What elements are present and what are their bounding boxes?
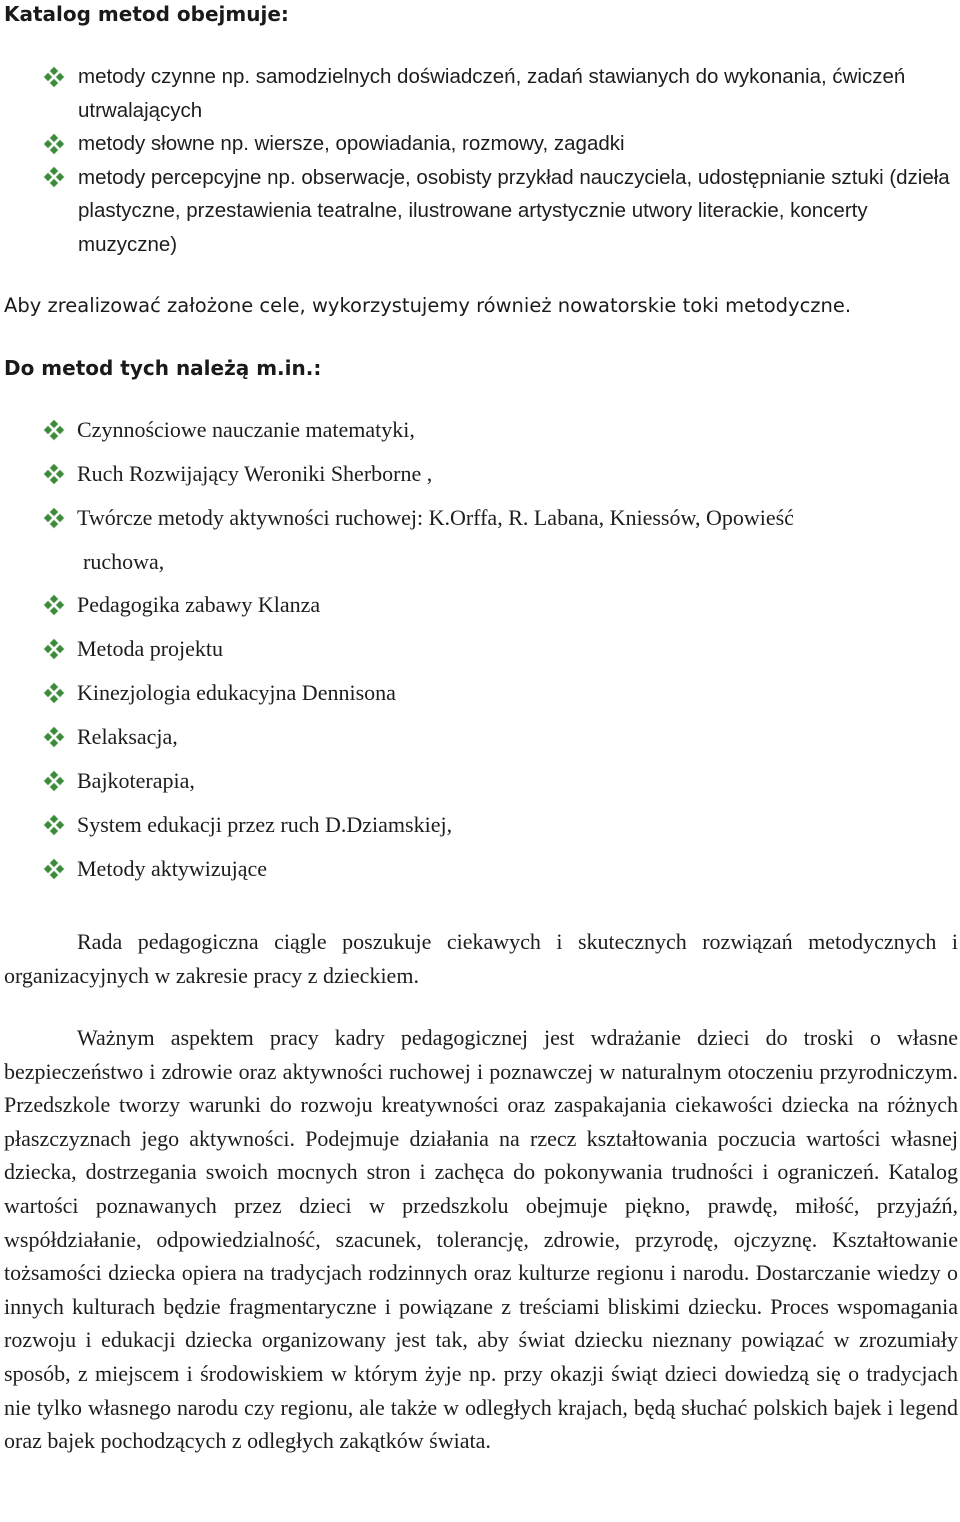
list-item-text: Kinezjologia edukacyjna Dennisona — [77, 680, 396, 705]
paragraph-text: Rada pedagogiczna ciągle poszukuje ciekawych i skutecznych rozwiązań metodycznych i organizacyjnych w zakresie pracy z dzieckiem. — [4, 929, 958, 988]
diamond-bullet-icon — [42, 501, 66, 534]
diamond-bullet-icon — [42, 720, 66, 753]
diamond-bullet-icon — [42, 161, 66, 194]
list-item-text: metody słowne np. wiersze, opowiadania, rozmowy, zagadki — [78, 132, 625, 155]
aspect-paragraph — [4, 1021, 958, 1458]
list-item — [0, 717, 960, 757]
list-item — [0, 629, 960, 669]
council-paragraph — [4, 925, 958, 992]
paragraph-text: Ważnym aspektem pracy kadry pedagogicznej jest wdrażanie dzieci do troski o własne bezpieczeństwo i zdrowie oraz aktywności ruchowej i poznawczej w naturalnym otoczeniu przyrodniczym. Przedszkole tworzy warunki do rozwoju kreatywności oraz zaspakajania ciekawości dziecka na różnych płaszczyznach jego aktywności. Podejmuje działania na rzecz kształtowania poczucia wartości własnej dziecka, dostrzegania swoich mocnych stron i zachęca do pokonywania trudności i ograniczeń. Katalog wartości poznawanych przez dzieci w przedszkolu obejmuje piękno, prawdę, miłość, przyjaźń, współdziałanie, odpowiedzialność, szacunek, tolerancję, zdrowie, przyrodę, ojczyznę. Kształtowanie tożsamości dziecka opiera na tradycjach rodzinnych oraz kulturze regionu i narodu. Dostarczanie wiedzy o innych kulturach będzie fragmentaryczne i powiązane z treściami bliskimi dziecku. Proces wspomagania rozwoju i edukacji dziecka organizowany jest tak, aby świat dziecku nieznany powiązać w zrozumiały sposób, z miejscem i środowiskiem w którym żyje np. przy okazji świąt dzieci dowiedzą się o tradycjach nie tylko własnego narodu czy regionu, ale także w odległych krajach, będą słuchać polskich bajek i legend oraz bajek pochodzących z odległych zakątków świata. — [4, 1025, 958, 1454]
catalog-heading: Katalog metod obejmuje: — [4, 2, 289, 26]
method-types-list — [0, 60, 960, 261]
diamond-bullet-icon — [42, 60, 66, 93]
list-item — [0, 60, 960, 127]
diamond-bullet-icon — [42, 852, 66, 885]
diamond-bullet-icon — [42, 764, 66, 797]
list-item-continuation: ruchowa, — [83, 549, 165, 574]
list-item-text: Bajkoterapia, — [77, 768, 195, 793]
methods-heading: Do metod tych należą m.in.: — [4, 356, 322, 380]
list-item-text: Czynnościowe nauczanie matematyki, — [77, 417, 415, 442]
list-item — [0, 849, 960, 889]
list-item-text: Metoda projektu — [77, 636, 224, 661]
intro-paragraph: Aby zrealizować założone cele, wykorzystujemy również nowatorskie toki metodyczne. — [4, 294, 852, 317]
list-item-text: metody percepcyjne np. obserwacje, osobisty przykład nauczyciela, udostępnianie sztuki (dzieła plastyczne, przestawienia teatralne, ilustrowane artystycznie utwory literackie, koncerty muzyczne) — [78, 165, 950, 256]
list-item-text: Relaksacja, — [77, 724, 178, 749]
list-item — [0, 761, 960, 801]
list-item-text: System edukacji przez ruch D.Dziamskiej, — [77, 812, 453, 837]
list-item — [0, 410, 960, 450]
list-item — [0, 805, 960, 845]
list-item-text: Ruch Rozwijający Weroniki Sherborne , — [77, 461, 433, 486]
list-item-text: metody czynne np. samodzielnych doświadczeń, zadań stawianych do wykonania, ćwiczeń utrwalających — [78, 65, 906, 122]
list-item — [0, 127, 960, 161]
diamond-bullet-icon — [42, 808, 66, 841]
diamond-bullet-icon — [42, 676, 66, 709]
list-item-text: Metody aktywizujące — [77, 856, 267, 881]
list-item-text: Pedagogika zabawy Klanza — [77, 592, 321, 617]
diamond-bullet-icon — [42, 127, 66, 160]
diamond-bullet-icon — [42, 413, 66, 446]
list-item — [0, 161, 960, 262]
list-item — [0, 498, 960, 538]
list-item — [0, 585, 960, 625]
list-item — [0, 673, 960, 713]
diamond-bullet-icon — [42, 632, 66, 665]
diamond-bullet-icon — [42, 457, 66, 490]
list-item-text: Twórcze metody aktywności ruchowej: K.Orffa, R. Labana, Kniessów, Opowieść — [77, 505, 794, 530]
diamond-bullet-icon — [42, 588, 66, 621]
list-item — [0, 454, 960, 494]
